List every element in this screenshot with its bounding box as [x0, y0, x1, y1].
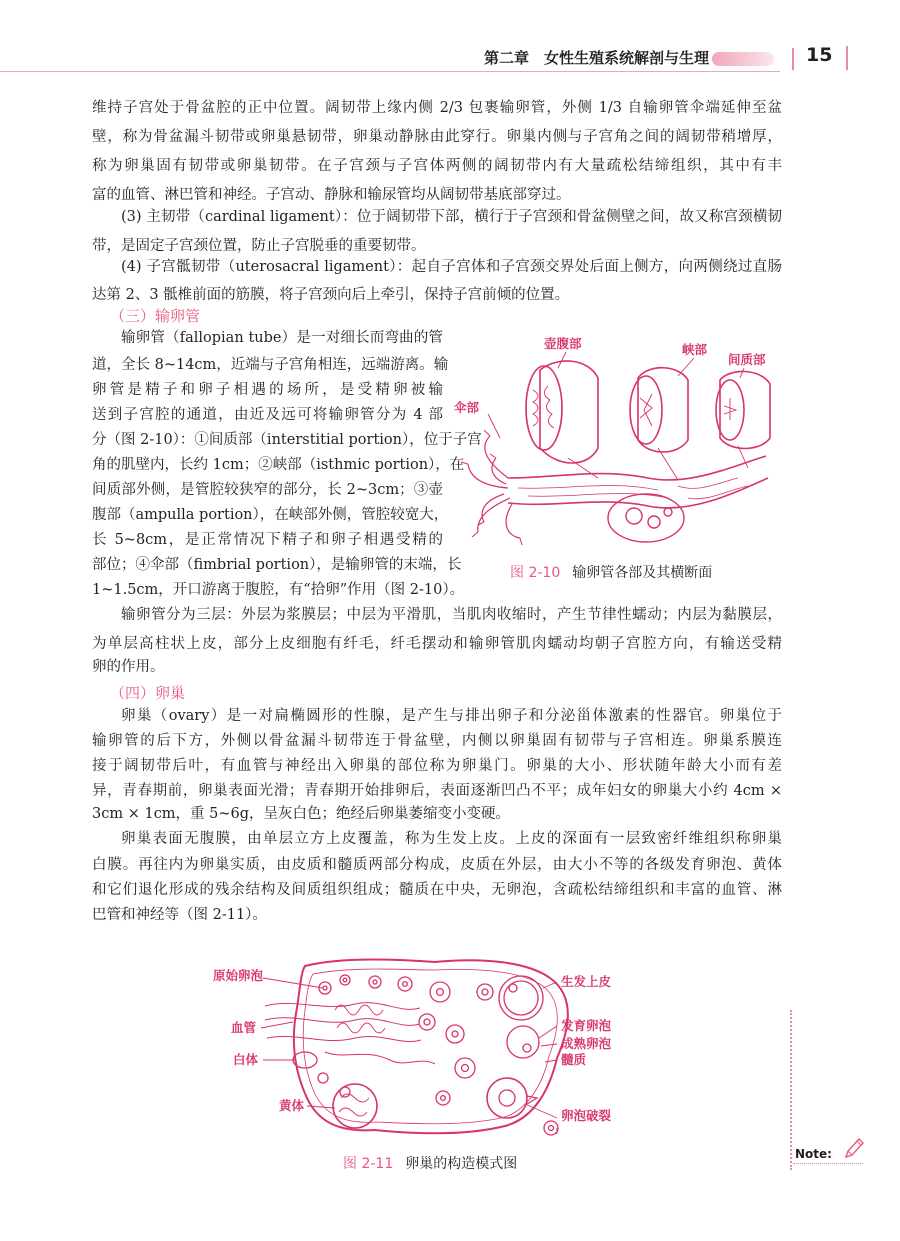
paragraph-line: 腹部（ampulla portion），在峡部外侧，管腔较宽大，: [92, 507, 449, 523]
paragraph-line: 卵巢表面无腹膜，由单层立方上皮覆盖，称为生发上皮。上皮的深面有一层致密纤维组织称卵巢: [121, 831, 782, 847]
paragraph-line: 卵巢（ovary）是一对扁椭圆形的性腺，是产生与排出卵子和分泌甾体激素的性器官。卵巢位于: [121, 708, 782, 724]
paragraph-line: 3cm × 1cm，重 5~6g，呈灰白色；绝经后卵巢萎缩变小变硬。: [92, 806, 511, 822]
paragraph-line: 卵管是精子和卵子相遇的场所，是受精卵被输: [92, 382, 443, 398]
note-label: Note:: [795, 1147, 832, 1161]
paragraph-line: 富的血管、淋巴管和神经。子宫动、静脉和输尿管均从阔韧带基底部穿过。: [92, 187, 571, 203]
paragraph-line: 输卵管（fallopian tube）是一对细长而弯曲的管: [121, 330, 443, 346]
paragraph-line: 为单层高柱状上皮，部分上皮细胞有纤毛，纤毛摆动和输卵管肌肉蠕动均朝子宫腔方向，有输送受精: [92, 636, 782, 652]
note-underline: [793, 1163, 863, 1164]
paragraph-line: 角的肌壁内，长约 1cm；②峡部（isthmic portion），在: [92, 457, 465, 473]
figure-2-11-title: 卵巢的构造模式图: [405, 1156, 518, 1172]
label-ampulla: 壶腹部: [544, 336, 582, 351]
paragraph-line: 异，青春期前，卵巢表面光滑；青春期开始排卵后，表面逐渐凹凸不平；成年妇女的卵巢大小约 4cm ×: [92, 783, 782, 799]
label-follicle-rupture: 卵泡破裂: [561, 1108, 612, 1123]
paragraph-line: 维持子宫处于骨盆腔的正中位置。阔韧带上缘内侧 2/3 包裹输卵管，外侧 1/3 自输卵管伞端延伸至盆: [92, 100, 782, 116]
header-decoration-bar: [712, 52, 774, 66]
paragraph-line: 长 5~8cm，是正常情况下精子和卵子相遇受精的: [92, 532, 443, 548]
figure-2-10-number: 图 2-10: [510, 565, 561, 581]
figure-2-10-caption: [510, 562, 712, 582]
paragraph-line: 称为卵巢固有韧带或卵巢韧带。在子宫颈与子宫体两侧的阔韧带内有大量疏松结缔组织，其中有丰: [92, 158, 782, 174]
paragraph-line: 壁，称为骨盆漏斗韧带或卵巢悬韧带，卵巢动静脉由此穿行。卵巢内侧与子宫角之间的阔韧带稍增厚，: [92, 129, 782, 145]
paragraph-line: 卵的作用。: [92, 659, 165, 675]
paragraph-line: 间质部外侧，是管腔较狭窄的部分，长 2~3cm；③壶: [92, 482, 443, 498]
label-interstitial: 间质部: [728, 352, 766, 367]
header-divider: [792, 48, 794, 70]
paragraph-line: 输卵管的后下方，外侧以骨盆漏斗韧带连于骨盆壁，内侧以卵巢固有韧带与子宫相连。卵巢系膜连: [92, 733, 782, 749]
paragraph-line: 1~1.5cm，开口游离于腹腔，有“拾卵”作用（图 2-10）。: [92, 582, 465, 598]
paragraph-line: 白膜。再往内为卵巢实质，由皮质和髓质两部分构成，皮质在外层，由大小不等的各级发育卵泡、黄体: [92, 857, 782, 873]
label-primordial-follicle: 原始卵泡: [213, 968, 264, 983]
paragraph-line: 送到子宫腔的通道，由近及远可将输卵管分为 4 部: [92, 407, 443, 423]
paragraph-line: (3) 主韧带（cardinal ligament）：位于阔韧带下部，横行于子宫颈和骨盆侧壁之间，故又称宫颈横韧: [121, 209, 782, 225]
chapter-title: 第二章 女性生殖系统解剖与生理: [484, 49, 710, 67]
page-edge-mark: [846, 46, 848, 70]
paragraph-line: 接于阔韧带后叶，有血管与神经出入卵巢的部位称为卵巢门。卵巢的大小、形状随年龄大小而有差: [92, 758, 782, 774]
paragraph-line: 带，是固定子宫颈位置，防止子宫脱垂的重要韧带。: [92, 238, 426, 254]
paragraph-line: 和它们退化形成的残余结构及间质组织组成；髓质在中央，无卵泡，含疏松结缔组织和丰富的血管、淋: [92, 882, 782, 898]
section-heading-fallopian-tube: （三）输卵管: [110, 307, 201, 325]
paragraph-line: (4) 子宫骶韧带（uterosacral ligament）：起自子宫体和子宫颈交界处后面上侧方，向两侧绕过直肠: [121, 259, 782, 275]
figure-2-11-ovary-structure: [205, 948, 675, 1148]
figure-2-11-caption: [343, 1153, 517, 1173]
label-isthmus: 峡部: [682, 342, 708, 357]
figure-2-11-number: 图 2-11: [343, 1156, 394, 1172]
label-blood-vessel: 血管: [231, 1020, 257, 1035]
label-corpus-luteum: 黄体: [279, 1098, 305, 1113]
section-heading-ovary: （四）卵巢: [110, 684, 186, 702]
page-number: 15: [806, 44, 833, 66]
label-germinal-epithelium: 生发上皮: [561, 974, 612, 989]
paragraph-line: 道，全长 8~14cm，近端与子宫角相连，远端游离。输: [92, 357, 449, 373]
paragraph-line: 部位；④伞部（fimbrial portion），是输卵管的末端，长: [92, 557, 462, 573]
pencil-icon: [842, 1135, 864, 1161]
label-corpus-albicans: 白体: [233, 1052, 259, 1067]
paragraph-line: 分（图 2-10）：①间质部（interstitial portion），位于子宫: [92, 432, 482, 448]
label-medulla: 髓质: [561, 1052, 587, 1067]
figure-2-10-title: 输卵管各部及其横断面: [572, 565, 713, 581]
figure-2-10-fallopian-tube: [448, 328, 788, 560]
paragraph-line: 输卵管分为三层：外层为浆膜层；中层为平滑肌，当肌肉收缩时，产生节律性蠕动；内层为黏膜层，: [121, 607, 782, 623]
paragraph-line: 达第 2、3 骶椎前面的筋膜，将子宫颈向后上牵引，保持子宫前倾的位置。: [92, 287, 570, 303]
paragraph-line: 巴管和神经等（图 2-11）。: [92, 907, 267, 923]
label-fimbria: 伞部: [454, 400, 480, 415]
label-developing-follicle: 发育卵泡: [561, 1018, 612, 1033]
header-rule: [0, 71, 780, 72]
label-mature-follicle: 成熟卵泡: [561, 1036, 612, 1051]
note-margin-rule: [790, 1010, 792, 1170]
